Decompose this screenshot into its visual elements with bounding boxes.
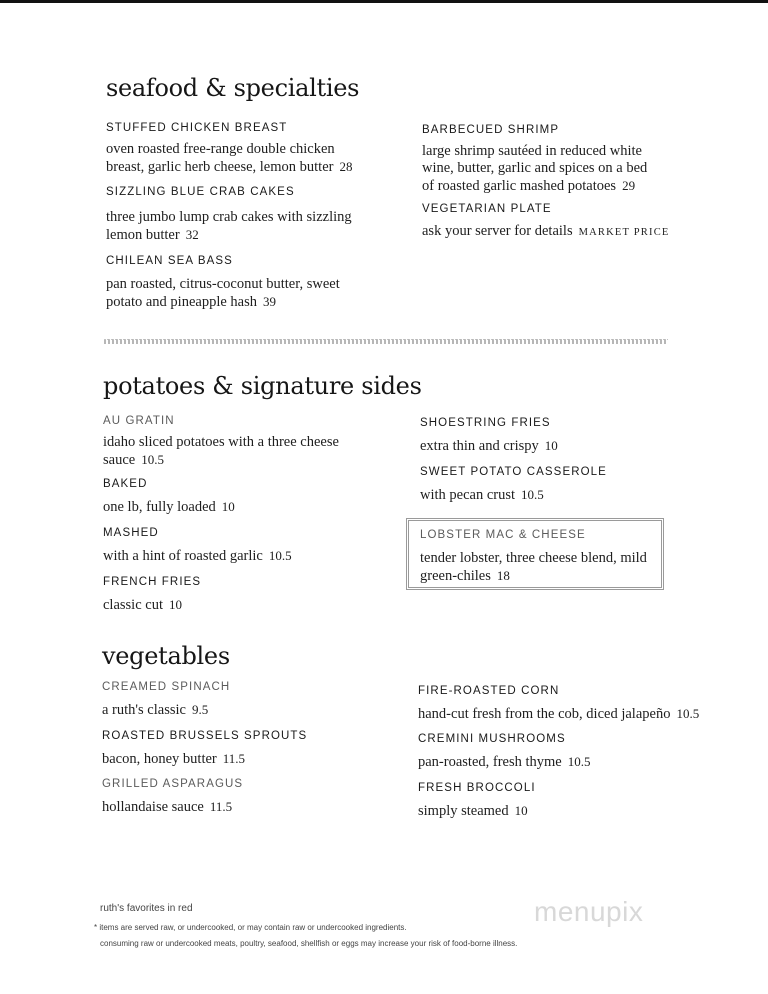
menu-item-shoestring-fries	[420, 416, 720, 455]
item-price: 11.5	[222, 751, 246, 766]
item-name: SWEET POTATO CASSEROLE	[420, 466, 607, 478]
menu-item-grilled-asparagus	[102, 777, 402, 816]
featured-item-box	[406, 518, 664, 590]
item-price: 39	[263, 294, 276, 309]
item-name: ROASTED BRUSSELS SPROUTS	[102, 730, 308, 742]
item-name: BAKED	[103, 478, 148, 490]
item-desc: large shrimp sautéed in reduced white wine, butter, garlic and spices on a bed of roasted garlic mashed potatoes	[422, 143, 648, 194]
item-name: FRENCH FRIES	[103, 576, 202, 588]
menu-item-fresh-broccoli	[418, 781, 718, 820]
item-price: 28	[339, 159, 353, 174]
section-title-seafood: seafood & specialties	[106, 74, 360, 102]
menu-item-chilean-sea-bass	[106, 254, 366, 311]
item-desc: a ruth's classic	[102, 702, 186, 718]
item-price: 10	[514, 803, 528, 818]
item-desc: hollandaise sauce	[102, 799, 204, 815]
item-desc: pan roasted, citrus-coconut butter, sweet potato and pineapple hash	[106, 276, 340, 310]
item-price: 10.5	[268, 548, 292, 563]
item-price: 32	[185, 227, 199, 242]
item-name: FIRE-ROASTED CORN	[418, 685, 560, 697]
item-name: SIZZLING BLUE CRAB CAKES	[106, 186, 295, 198]
item-price: 29	[622, 178, 636, 193]
item-desc: pan-roasted, fresh thyme	[418, 754, 562, 770]
item-desc: simply steamed	[418, 803, 509, 819]
food-borne-illness-warning: consuming raw or undercooked meats, poultry, seafood, shellfish or eggs may increase your risk of food-borne illness.	[100, 939, 518, 948]
watermark-logo: menupix	[534, 896, 644, 927]
menu-item-creamed-spinach	[102, 680, 402, 719]
menu-item-french-fries	[103, 575, 403, 614]
item-name: VEGETARIAN PLATE	[422, 203, 552, 215]
raw-food-note: * items are served raw, or undercooked, or may contain raw or undercooked ingredients.	[94, 923, 407, 932]
item-price: 10.5	[521, 487, 544, 502]
item-price: 9.5	[191, 702, 209, 717]
item-price: 10.5	[141, 452, 164, 467]
item-price: 10	[544, 438, 558, 453]
item-name: FRESH BROCCOLI	[418, 782, 536, 794]
section-title-potatoes: potatoes & signature sides	[103, 372, 422, 400]
item-name: SHOESTRING FRIES	[420, 417, 551, 429]
favorites-note: ruth's favorites in red	[100, 903, 193, 914]
menu-item-baked	[103, 477, 403, 516]
item-name: STUFFED CHICKEN BREAST	[106, 122, 288, 134]
item-desc: three jumbo lump crab cakes with sizzling lemon butter	[106, 209, 352, 243]
menu-item-sizzling-blue-crab-cakes	[106, 185, 366, 244]
item-name: AU GRATIN	[103, 415, 175, 427]
menu-item-vegetarian-plate	[422, 202, 692, 241]
item-name: CHILEAN SEA BASS	[106, 255, 233, 267]
item-price: MARKET PRICE	[578, 227, 670, 238]
item-desc: tender lobster, three cheese blend, mild green-chiles	[420, 550, 647, 584]
menu-item-au-gratin	[103, 414, 363, 469]
item-desc: ask your server for details	[422, 223, 573, 239]
item-desc: with a hint of roasted garlic	[103, 548, 263, 564]
item-name: CREMINI MUSHROOMS	[418, 733, 566, 745]
item-price: 11.5	[209, 799, 233, 814]
top-border	[0, 0, 768, 3]
item-name: BARBECUED SHRIMP	[422, 124, 560, 136]
item-price: 10.5	[567, 754, 591, 769]
item-desc: classic cut	[103, 597, 163, 613]
item-desc: with pecan crust	[420, 487, 516, 503]
menu-item-sweet-potato-casserole	[420, 465, 720, 504]
item-price: 18	[496, 568, 510, 583]
item-name: GRILLED ASPARAGUS	[102, 778, 244, 790]
section-title-vegetables: vegetables	[102, 642, 230, 670]
menu-item-roasted-brussels-sprouts	[102, 729, 402, 768]
menu-item-stuffed-chicken-breast	[106, 121, 366, 176]
item-desc: bacon, honey butter	[102, 751, 217, 767]
menu-item-cremini-mushrooms	[418, 732, 718, 771]
item-desc: hand-cut fresh from the cob, diced jalapeño	[418, 706, 671, 722]
item-price: 10	[169, 597, 182, 612]
item-price: 10	[221, 499, 235, 514]
item-name: MASHED	[103, 527, 159, 539]
item-desc: oven roasted free-range double chicken breast, garlic herb cheese, lemon butter	[106, 141, 335, 175]
menu-item-lobster-mac-and-cheese	[420, 528, 656, 585]
menu-item-fire-roasted-corn	[418, 684, 718, 723]
item-name: CREAMED SPINACH	[102, 681, 231, 693]
menu-item-mashed	[103, 526, 403, 565]
section-divider	[104, 339, 668, 344]
item-name: LOBSTER MAC & CHEESE	[420, 529, 586, 541]
item-desc: idaho sliced potatoes with a three cheese sauce	[103, 434, 339, 468]
item-desc: one lb, fully loaded	[103, 499, 216, 515]
menu-item-barbecued-shrimp	[422, 123, 658, 195]
item-desc: extra thin and crispy	[420, 438, 539, 454]
item-price: 10.5	[676, 706, 700, 721]
